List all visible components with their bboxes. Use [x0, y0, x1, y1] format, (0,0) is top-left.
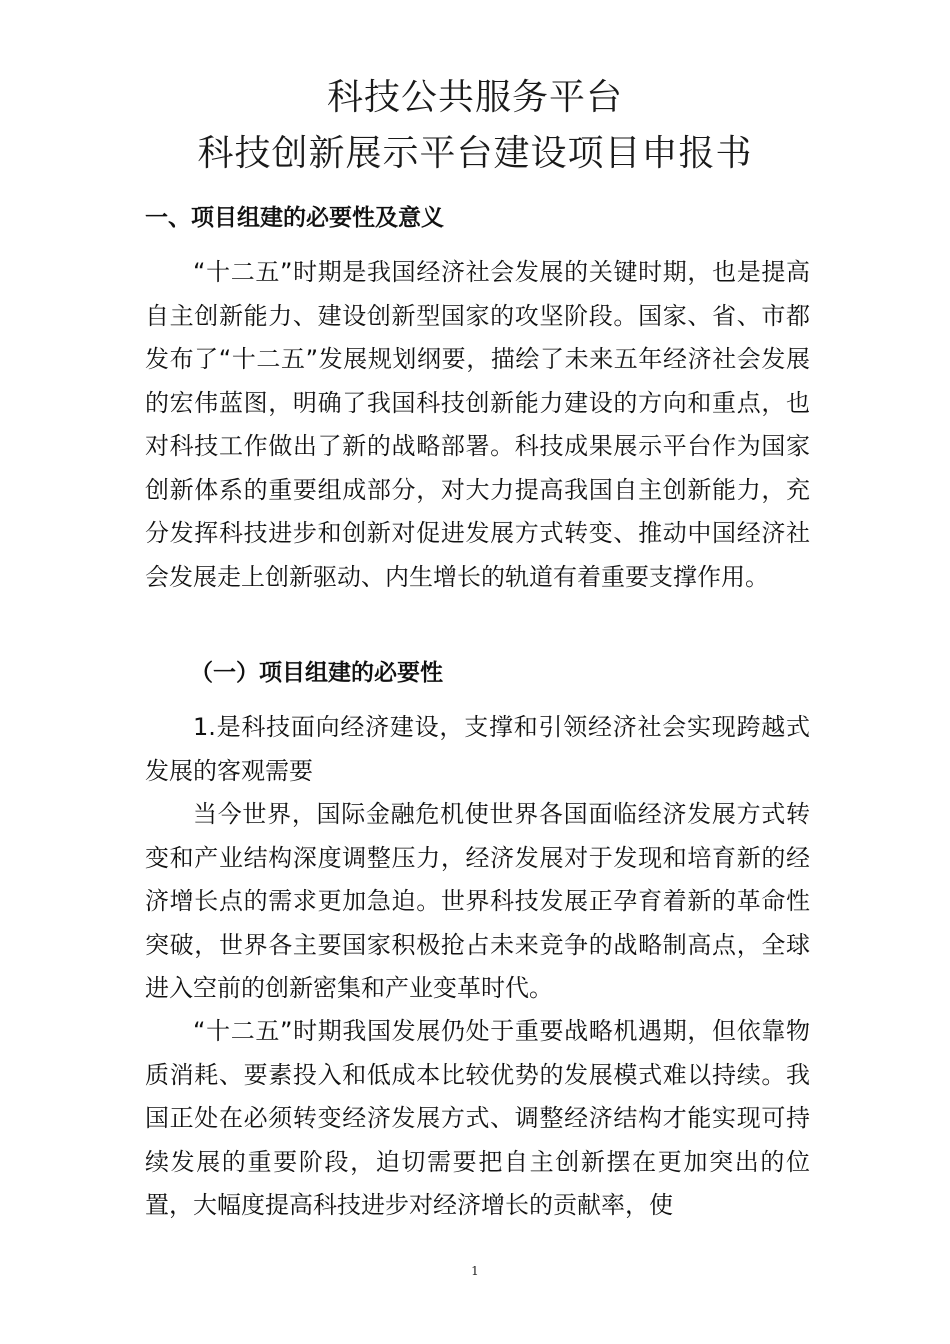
page-number: 1 [471, 1264, 479, 1278]
section-paragraph: “十二五”时期是我国经济社会发展的关键时期，也是提高自主创新能力、建设创新型国家的攻坚阶段。国家、省、市都发布了“十二五”发展规划纲要，描绘了未来五年经济社会发展的宏伟蓝图，明确了我国科技创新能力建设的方向和重点，也对科技工作做出了新的战略部署。科技成果展示平台作为国家创新体系的重要组成部分，对大力提高我国自主创新能力，充分发挥科技进步和创新对促进发展方式转变、推动中国经济社会发展走上创新驱动、内生增长的轨道有着重要支撑作用。 [145, 258, 810, 591]
item-heading: 1.是科技面向经济建设，支撑和引领经济社会实现跨越式发展的客观需要 [145, 713, 810, 785]
document-title-line2: 科技创新展示平台建设项目申报书 [197, 133, 753, 174]
subsection-heading: （一）项目组建的必要性 [190, 660, 443, 686]
body-paragraph-1: 当今世界，国际金融危机使世界各国面临经济发展方式转变和产业结构深度调整压力，经济发展对于发现和培育新的经济增长点的需求更加急迫。世界科技发展正孕育着新的革命性突破，世界各主要国家积极抢占未来竞争的战略制高点，全球进入空前的创新密集和产业变革时代。 [145, 800, 810, 1002]
section-heading: 一、项目组建的必要性及意义 [145, 205, 444, 231]
body-paragraph-2: “十二五”时期我国发展仍处于重要战略机遇期，但依靠物质消耗、要素投入和低成本比较优势的发展模式难以持续。我国正处在必须转变经济发展方式、调整经济结构才能实现可持续发展的重要阶段，迫切需要把自主创新摆在更加突出的位置，大幅度提高科技进步对经济增长的贡献率，使 [145, 1017, 810, 1219]
document-title-line1: 科技公共服务平台 [326, 77, 623, 118]
